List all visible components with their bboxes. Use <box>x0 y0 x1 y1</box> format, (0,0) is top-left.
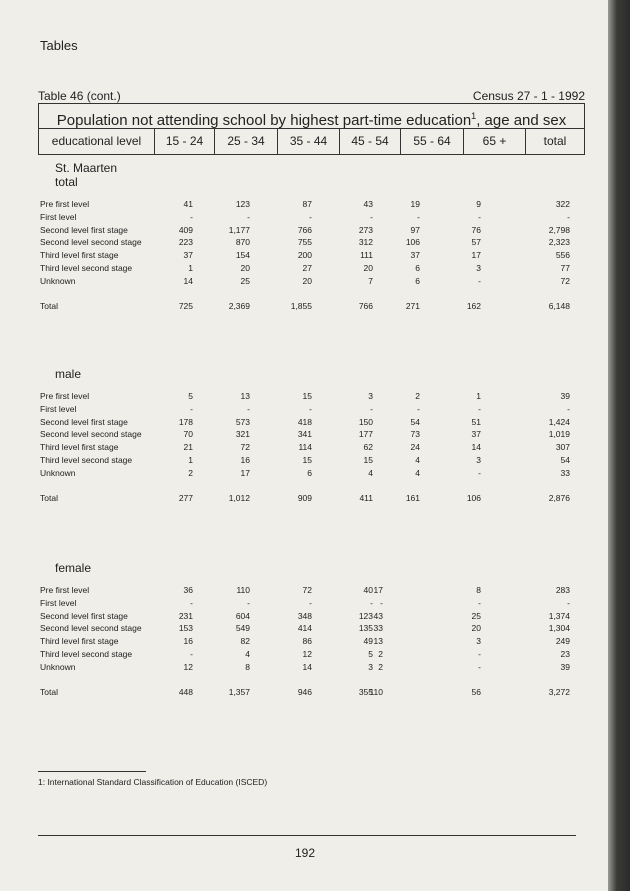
cell-value: 37 <box>183 250 193 261</box>
total-row <box>40 687 580 700</box>
cell-value: 62 <box>363 442 373 453</box>
row-label: First level <box>40 403 77 414</box>
cell-value: 4 <box>245 649 250 659</box>
title-text: Population not attending school by highest part-time education <box>56 112 472 129</box>
table-row <box>40 649 580 662</box>
cell-value: 154 <box>235 250 250 261</box>
cell-value: 549 <box>235 623 250 634</box>
cell-value: 51 <box>471 416 481 427</box>
cell-value: 41 <box>183 199 193 209</box>
cell-value: - <box>380 597 383 608</box>
table-row <box>40 636 580 649</box>
section-label: male <box>55 367 82 381</box>
row-label: Third level second stage <box>40 455 133 465</box>
table-row <box>40 598 580 611</box>
table-row <box>40 623 580 636</box>
table-row <box>40 468 580 481</box>
cell-value: 411 <box>359 493 373 503</box>
cell-value: 8 <box>245 661 250 672</box>
cell-value: 33 <box>560 467 570 478</box>
row-label: Third level first stage <box>40 636 119 647</box>
cell-value: 13 <box>373 636 383 647</box>
row-label: Second level second stage <box>40 429 142 440</box>
cell-value: 97 <box>410 224 420 235</box>
cell-value: 12 <box>302 649 312 659</box>
column-header: 15 - 24 <box>154 128 214 154</box>
cell-value: 15 <box>302 391 312 401</box>
cell-value: - <box>370 211 373 222</box>
cell-value: 322 <box>555 199 570 209</box>
cell-value: 414 <box>297 623 312 634</box>
row-label: Unknown <box>40 661 76 672</box>
cell-value: 49 <box>363 636 373 647</box>
cell-value: 106 <box>405 237 420 248</box>
census-date: Census 27 - 1 - 1992 <box>472 89 585 103</box>
cell-value: 110 <box>236 585 250 595</box>
cell-value: 73 <box>410 429 420 440</box>
cell-value: - <box>190 649 193 659</box>
cell-value: 946 <box>297 687 312 697</box>
cell-value: 5 <box>368 649 373 659</box>
cell-value: 2 <box>188 467 193 478</box>
row-label: Pre first level <box>40 585 90 595</box>
cell-value: 1 <box>188 263 193 273</box>
column-header: 35 - 44 <box>277 128 339 154</box>
cell-value: 150 <box>358 416 373 427</box>
cell-value: 37 <box>410 250 420 261</box>
cell-value: 1,019 <box>548 429 570 440</box>
cell-value: 25 <box>240 275 250 286</box>
table-row <box>40 263 580 276</box>
row-label: Third level second stage <box>40 649 133 659</box>
cell-value: 17 <box>373 585 383 595</box>
cell-value: - <box>309 211 312 222</box>
cell-value: 20 <box>302 275 312 286</box>
row-label: Total <box>40 687 58 697</box>
total-row <box>40 493 580 506</box>
cell-value: 36 <box>183 585 193 595</box>
cell-value: - <box>309 597 312 608</box>
cell-value: 1,357 <box>228 687 250 697</box>
cell-value: 39 <box>560 661 570 672</box>
cell-value: 14 <box>302 661 312 672</box>
column-header: 55 - 64 <box>400 128 463 154</box>
cell-value: 43 <box>373 610 383 621</box>
cell-value: - <box>478 649 481 659</box>
table-row <box>40 417 580 430</box>
total-row <box>40 301 580 314</box>
cell-value: 86 <box>302 636 312 647</box>
cell-value: 20 <box>363 263 373 273</box>
cell-value: 27 <box>302 263 312 273</box>
footnote-rule <box>38 771 146 772</box>
table-row <box>40 662 580 675</box>
title-footnote-mark: 1 <box>471 111 477 121</box>
cell-value: 76 <box>471 224 481 235</box>
cell-value: 111 <box>360 250 373 261</box>
cell-value: 1,424 <box>548 416 570 427</box>
cell-value: - <box>247 403 250 414</box>
cell-value: 56 <box>471 687 481 697</box>
cell-value: 3 <box>476 455 481 465</box>
cell-value: 200 <box>297 250 312 261</box>
cell-value: 448 <box>178 687 193 697</box>
cell-value: 12 <box>183 661 193 672</box>
table-row <box>40 585 580 598</box>
cell-value: 573 <box>235 416 250 427</box>
cell-value: 72 <box>560 275 570 286</box>
column-header: total <box>525 128 584 154</box>
cell-value: 16 <box>240 455 250 465</box>
cell-value: - <box>190 597 193 608</box>
cell-value: - <box>417 211 420 222</box>
cell-value: 37 <box>471 429 481 440</box>
row-label: Pre first level <box>40 199 90 209</box>
row-label: Second level second stage <box>40 237 142 248</box>
cell-value: - <box>567 403 570 414</box>
cell-value: 110 <box>369 687 383 697</box>
cell-value: 5 <box>188 391 193 401</box>
table-row <box>40 442 580 455</box>
cell-value: 77 <box>560 263 570 273</box>
cell-value: 17 <box>471 250 481 261</box>
cell-value: 43 <box>363 199 373 209</box>
cell-value: 57 <box>471 237 481 248</box>
column-header: educational level <box>51 134 142 148</box>
cell-value: 1,012 <box>228 493 250 503</box>
cell-value: 1,855 <box>290 301 312 311</box>
cell-value: 3 <box>476 263 481 273</box>
cell-value: 161 <box>405 493 420 503</box>
cell-value: 223 <box>178 237 193 248</box>
cell-value: 19 <box>410 199 420 209</box>
row-label: Total <box>40 493 58 503</box>
cell-value: 3 <box>368 391 373 401</box>
cell-value: 755 <box>297 237 312 248</box>
cell-value: 2,798 <box>548 224 570 235</box>
table-row <box>40 429 580 442</box>
cell-value: 24 <box>410 442 420 453</box>
column-header: 45 - 54 <box>339 128 400 154</box>
cell-value: 70 <box>183 429 193 440</box>
cell-value: - <box>478 275 481 286</box>
cell-value: 409 <box>178 224 193 235</box>
cell-value: 8 <box>476 585 481 595</box>
row-label: Second level second stage <box>40 623 142 634</box>
cell-value: 4 <box>415 467 420 478</box>
cell-value: 123 <box>235 199 250 209</box>
cell-value: 7 <box>368 275 373 286</box>
cell-value: 283 <box>555 585 570 595</box>
table-row <box>40 225 580 238</box>
cell-value: 40 <box>363 585 373 595</box>
cell-value: 870 <box>235 237 250 248</box>
cell-value: 1 <box>476 391 481 401</box>
cell-value: 341 <box>297 429 312 440</box>
section-label: total <box>55 175 78 189</box>
table-row <box>40 250 580 263</box>
cell-value: 2,369 <box>228 301 250 311</box>
region-label: St. Maarten <box>55 161 118 175</box>
cell-value: 6 <box>415 263 420 273</box>
cell-value: 106 <box>466 493 481 503</box>
cell-value: - <box>417 403 420 414</box>
row-label: Second level first stage <box>40 224 128 235</box>
cell-value: 277 <box>178 493 193 503</box>
page-number: 192 <box>294 846 316 860</box>
cell-value: 23 <box>560 649 570 659</box>
cell-value: - <box>478 467 481 478</box>
cell-value: 72 <box>240 442 250 453</box>
cell-value: 2 <box>378 649 383 659</box>
row-label: Unknown <box>40 467 76 478</box>
cell-value: 4 <box>368 467 373 478</box>
cell-value: 87 <box>302 199 312 209</box>
cell-value: 9 <box>476 199 481 209</box>
cell-value: 16 <box>183 636 193 647</box>
section-label: female <box>55 561 92 575</box>
cell-value: - <box>370 597 373 608</box>
cell-value: 355 <box>358 687 373 697</box>
cell-value: 3 <box>476 636 481 647</box>
row-label: Second level first stage <box>40 610 128 621</box>
cell-value: 153 <box>178 623 193 634</box>
cell-value: 766 <box>297 224 312 235</box>
cell-value: - <box>190 211 193 222</box>
cell-value: - <box>478 211 481 222</box>
cell-value: 2,876 <box>548 493 570 503</box>
page-edge-shadow <box>608 0 630 891</box>
table-title <box>39 104 584 129</box>
cell-value: - <box>190 403 193 414</box>
cell-value: 54 <box>410 416 420 427</box>
cell-value: 556 <box>555 250 570 261</box>
cell-value: 231 <box>178 610 193 621</box>
cell-value: 6 <box>415 275 420 286</box>
cell-value: - <box>478 403 481 414</box>
cell-value: 4 <box>415 455 420 465</box>
cell-value: - <box>478 597 481 608</box>
cell-value: - <box>309 403 312 414</box>
row-label: Third level first stage <box>40 250 119 261</box>
cell-value: 39 <box>560 391 570 401</box>
cell-value: 123 <box>358 610 373 621</box>
cell-value: 178 <box>178 416 193 427</box>
cell-value: 14 <box>471 442 481 453</box>
bottom-rule <box>38 835 576 836</box>
running-header: Tables <box>40 38 78 53</box>
cell-value: 1,177 <box>228 224 250 235</box>
cell-value: 17 <box>240 467 250 478</box>
cell-value: 1 <box>188 455 193 465</box>
cell-value: 21 <box>183 442 193 453</box>
row-label: First level <box>40 211 77 222</box>
cell-value: 1,374 <box>548 610 570 621</box>
cell-value: 604 <box>235 610 250 621</box>
row-label: Third level second stage <box>40 263 133 273</box>
cell-value: 271 <box>405 301 420 311</box>
table-row <box>40 404 580 417</box>
table-row <box>40 212 580 225</box>
cell-value: 72 <box>302 585 312 595</box>
table-number: Table 46 (cont.) <box>38 89 121 103</box>
cell-value: 418 <box>297 416 312 427</box>
title-tail: , age and sex <box>476 112 567 129</box>
cell-value: 273 <box>358 224 373 235</box>
cell-value: 3,272 <box>548 687 570 697</box>
cell-value: 20 <box>471 623 481 634</box>
table-row <box>40 276 580 289</box>
cell-value: 307 <box>555 442 570 453</box>
cell-value: 6,148 <box>548 301 570 311</box>
cell-value: 14 <box>183 275 193 286</box>
cell-value: 15 <box>302 455 312 465</box>
cell-value: 20 <box>240 263 250 273</box>
cell-value: 725 <box>178 301 193 311</box>
row-label: Second level first stage <box>40 416 128 427</box>
table-header-box <box>38 103 585 155</box>
table-row <box>40 611 580 624</box>
cell-value: 177 <box>358 429 373 440</box>
column-header: 25 - 34 <box>214 128 277 154</box>
cell-value: 114 <box>298 442 312 453</box>
row-label: Pre first level <box>40 391 90 401</box>
column-headers <box>39 128 584 154</box>
table-row <box>40 455 580 468</box>
cell-value: 2,323 <box>548 237 570 248</box>
cell-value: 249 <box>555 636 570 647</box>
table-row <box>40 391 580 404</box>
cell-value: 312 <box>358 237 373 248</box>
cell-value: 321 <box>235 429 250 440</box>
cell-value: 348 <box>297 610 312 621</box>
cell-value: - <box>370 403 373 414</box>
cell-value: - <box>567 597 570 608</box>
cell-value: 13 <box>240 391 250 401</box>
row-label: Total <box>40 301 58 311</box>
cell-value: 82 <box>240 636 250 647</box>
cell-value: 15 <box>363 455 373 465</box>
row-label: Unknown <box>40 275 76 286</box>
cell-value: - <box>247 211 250 222</box>
cell-value: 162 <box>466 301 481 311</box>
cell-value: 1,304 <box>548 623 570 634</box>
cell-value: 909 <box>297 493 312 503</box>
cell-value: - <box>478 661 481 672</box>
column-header: 65 + <box>463 128 525 154</box>
cell-value: - <box>247 597 250 608</box>
cell-value: 33 <box>373 623 383 634</box>
cell-value: 2 <box>378 661 383 672</box>
footnote: 1: International Standard Classification of Education (ISCED) <box>38 777 268 787</box>
cell-value: 3 <box>368 661 373 672</box>
table-row <box>40 199 580 212</box>
table-row <box>40 237 580 250</box>
cell-value: - <box>567 211 570 222</box>
cell-value: 54 <box>560 455 570 465</box>
cell-value: 25 <box>471 610 481 621</box>
cell-value: 6 <box>307 467 312 478</box>
cell-value: 766 <box>358 301 373 311</box>
row-label: Third level first stage <box>40 442 119 453</box>
cell-value: 2 <box>415 391 420 401</box>
row-label: First level <box>40 597 77 608</box>
cell-value: 135 <box>358 623 373 634</box>
